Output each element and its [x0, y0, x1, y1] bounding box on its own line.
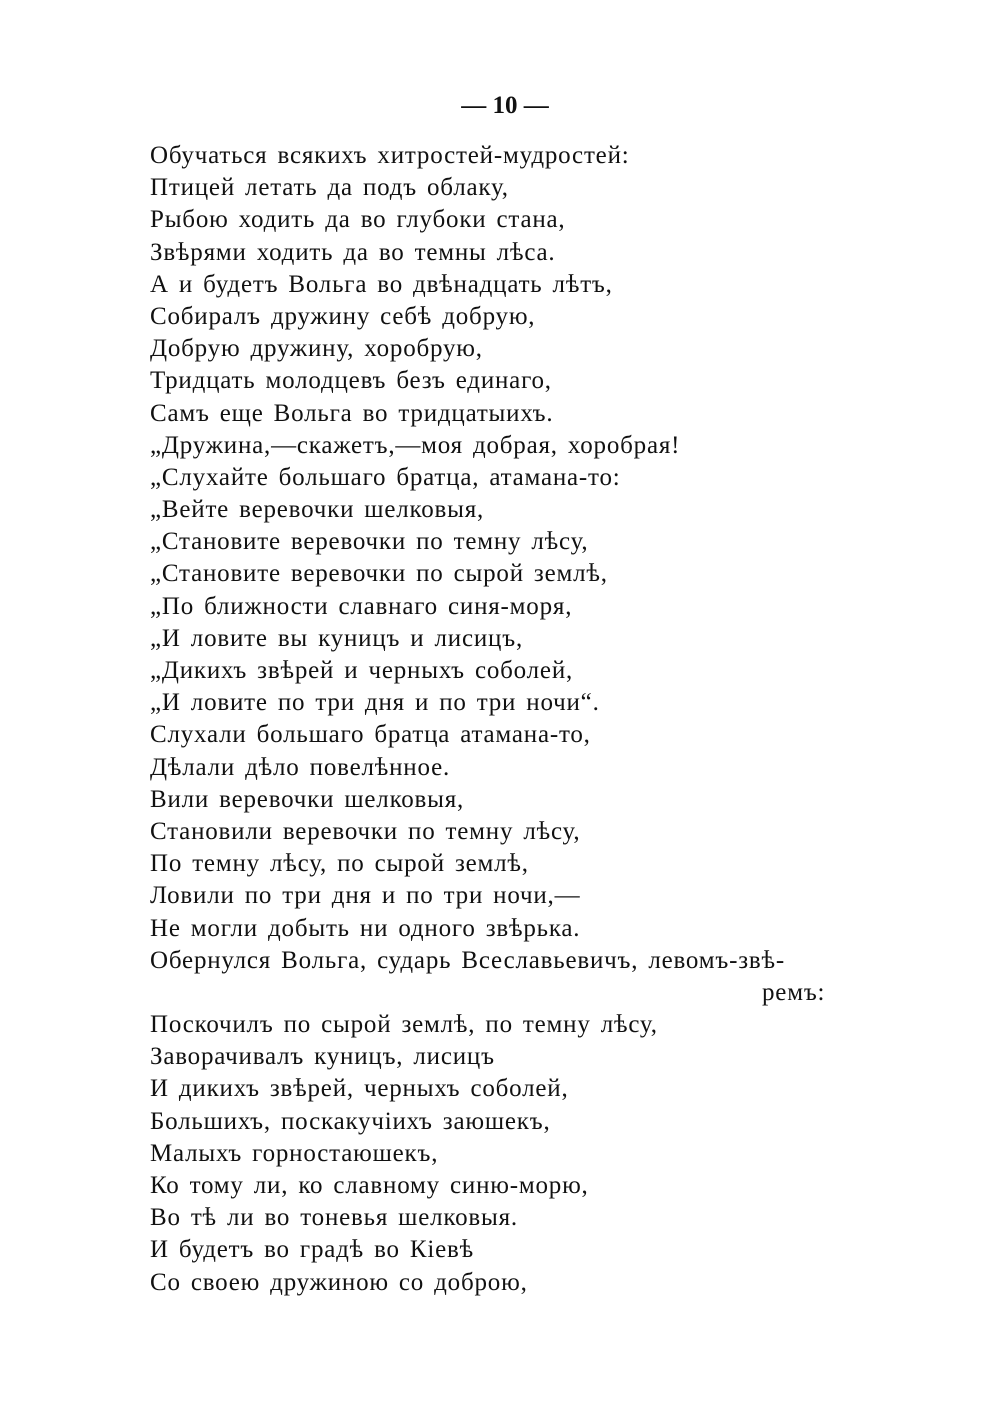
verse-line: Слухали большаго братца атамана-то,: [150, 721, 591, 749]
verse-line: Обернулся Вольга, сударь Всеславьевичъ, левомъ-звѣ-: [150, 946, 786, 974]
verse-line: Птицей летать да подъ облаку,: [150, 174, 509, 202]
verse-line: „Становите веревочки по темну лѣсу,: [150, 528, 589, 556]
verse-line: Звѣрями ходить да во темны лѣса.: [150, 238, 556, 266]
verse-line: Большихъ, поскакучіихъ заюшекъ,: [150, 1107, 551, 1135]
verse-line: „Становите веревочки по сырой землѣ,: [150, 560, 608, 588]
verse-line: Вили веревочки шелковыя,: [150, 785, 465, 813]
verse-line: Собиралъ дружину себѣ добрую,: [150, 302, 536, 330]
page-number: — 10 —: [461, 92, 549, 119]
verse-line: По темну лѣсу, по сырой землѣ,: [150, 850, 529, 878]
verse-line: Во тѣ ли во тоневья шелковыя.: [150, 1204, 518, 1232]
verse-line: „По ближности славнаго синя-моря,: [150, 592, 573, 620]
verse-line: Самъ еще Вольга во тридцатыихъ.: [150, 399, 554, 427]
verse-line: „И ловите вы куницъ и лисицъ,: [150, 624, 524, 652]
verse-line: Ко тому ли, ко славному синю-морю,: [150, 1172, 589, 1199]
verse-line: Малыхъ горностаюшекъ,: [150, 1139, 439, 1167]
verse-line: Тридцать молодцевъ безъ единаго,: [150, 367, 552, 395]
verse-line: Обучаться всякихъ хитростей-мудростей:: [150, 142, 630, 169]
verse-line: „Дикихъ звѣрей и черныхъ соболей,: [150, 657, 574, 684]
verse-line: Заворачивалъ куницъ, лисицъ: [150, 1043, 495, 1071]
verse-line: Ловили по три дня и по три ночи,—: [150, 882, 581, 910]
verse-line: Добрую дружину, хоробрую,: [150, 335, 483, 363]
verse-line: Становили веревочки по темну лѣсу,: [150, 817, 581, 845]
verse-line: Поскочилъ по сырой землѣ, по темну лѣсу,: [150, 1011, 658, 1039]
verse-line: Дѣлали дѣло повелѣнное.: [150, 753, 451, 781]
verse-line: „Вейте веревочки шелковыя,: [150, 496, 485, 524]
poem-text: [150, 140, 870, 1299]
verse-line: „И ловите по три дня и по три ночи“.: [150, 689, 600, 717]
verse-line: „Слухайте большаго братца, атамана-то:: [150, 463, 621, 491]
verse-line: Не могли добыть ни одного звѣрька.: [150, 914, 581, 942]
verse-line: Со своею дружиною со доброю,: [150, 1268, 528, 1296]
verse-line-continuation: ремъ:: [762, 978, 826, 1006]
verse-line: Рыбою ходить да во глубоки стана,: [150, 206, 566, 234]
verse-line: А и будетъ Вольга во двѣнадцать лѣтъ,: [150, 270, 613, 298]
verse-line: И будетъ во градѣ во Кіевѣ: [150, 1236, 474, 1264]
verse-line: „Дружина,—скажетъ,—моя добрая, хоробрая!: [150, 431, 681, 459]
verse-line: И дикихъ звѣрей, черныхъ соболей,: [150, 1075, 569, 1103]
